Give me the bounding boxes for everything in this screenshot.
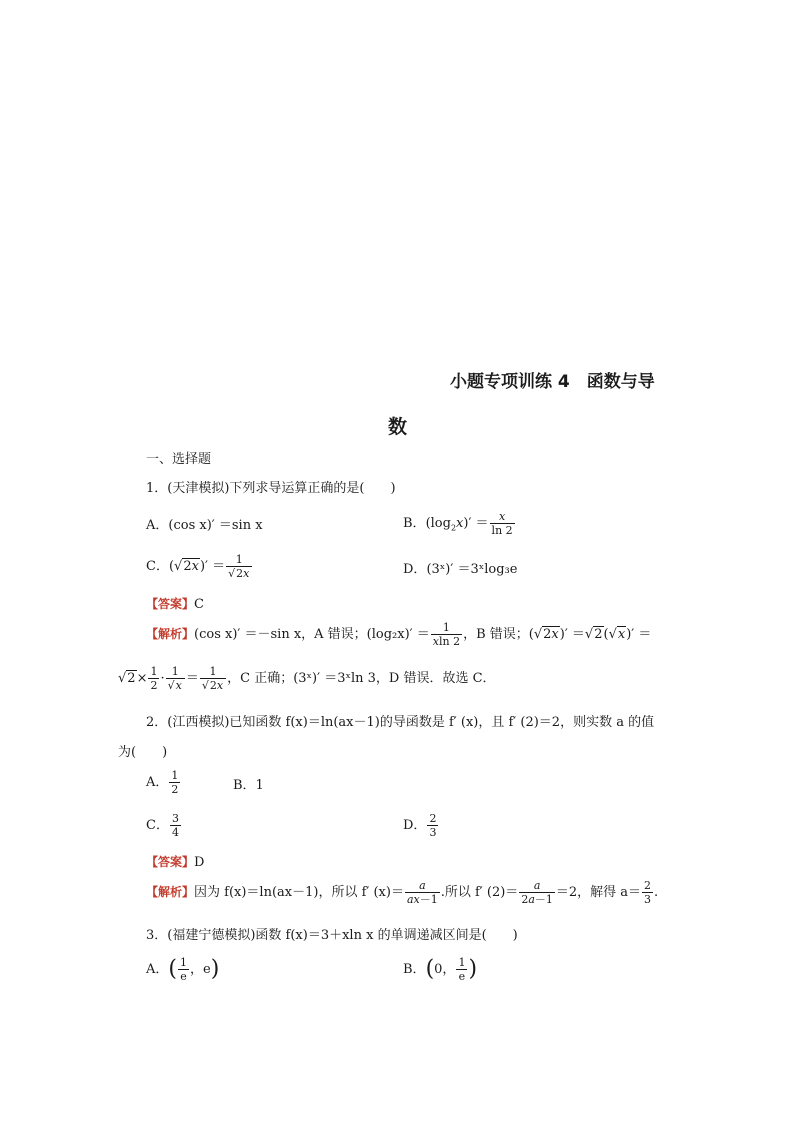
q1-option-c: C．(√2x)′ ＝ $\frac{1}{√2x}$ [146, 553, 253, 580]
q2-option-d: D． $\frac{2}{3}$ [403, 812, 437, 839]
q3-option-a: A．( $\frac{1}{e}$ ，e) [146, 956, 220, 983]
q1-option-a: A．(cos x)′ ＝sin x [146, 518, 263, 533]
q1-answer: 【答案】C [146, 597, 204, 612]
q3-option-b: B．(0， $\frac{1}{e}$ ) [403, 956, 478, 983]
answer-tag: 【答案】 [146, 597, 195, 611]
q2-option-b: B．1 [233, 778, 264, 793]
q1-analysis-line1: 【解析】(cos x)′ ＝－sin x，A 错误；(log₂x)′ ＝ $\frac{1}{xln 2}$ ，B 错误；(√2x)′ ＝√2(√x)′ ＝ [146, 621, 652, 648]
q2-analysis: 【解析】因为 f(x)＝ln(ax－1)，所以 f′ (x)＝ $\frac{a}{ax-1}$ .所以 f′ (2)＝ $\frac{a}{2a-1}$ ＝2，解得 a＝ $\frac{2}{3}$ . [146, 879, 659, 906]
q2-answer: 【答案】D [146, 855, 205, 870]
q1-stem: 1．(天津模拟)下列求导运算正确的是( ) [146, 481, 396, 496]
q2-stem-line2: 为( ) [118, 745, 168, 760]
page-title-line2: 数 [388, 416, 408, 438]
section-heading: 一、选择题 [146, 452, 212, 467]
q2-option-c: C． $\frac{3}{4}$ [146, 812, 179, 839]
q2-stem-line1: 2．(江西模拟)已知函数 f(x)＝ln(ax－1)的导函数是 f′ (x)，且 f′ (2)＝2，则实数 a 的值 [146, 715, 655, 730]
answer-tag: 【答案】 [146, 855, 195, 869]
analysis-tag: 【解析】 [146, 885, 195, 899]
q1-option-b: B．$(\log_2x)'$ ＝ $\frac{x}{\ln 2}$ [403, 510, 513, 537]
q2-option-a: A． $\frac{1}{2}$ [146, 769, 179, 796]
q3-stem: 3．(福建宁德模拟)函数 f(x)＝3＋xln x 的单调递减区间是( ) [146, 928, 518, 943]
page-title-line1: 小题专项训练 4 函数与导 [450, 372, 655, 392]
analysis-tag: 【解析】 [146, 627, 195, 641]
q1-analysis-line2: √2× $\frac{1}{2}$ · $\frac{1}{√x}$ ＝ $\frac{1}{√2x}$ ，C 正确；(3ˣ)′ ＝3ˣln 3，D 错误．故选 C． [118, 665, 496, 692]
q1-option-d: D．(3ˣ)′ ＝3ˣlog₃e [403, 562, 518, 577]
